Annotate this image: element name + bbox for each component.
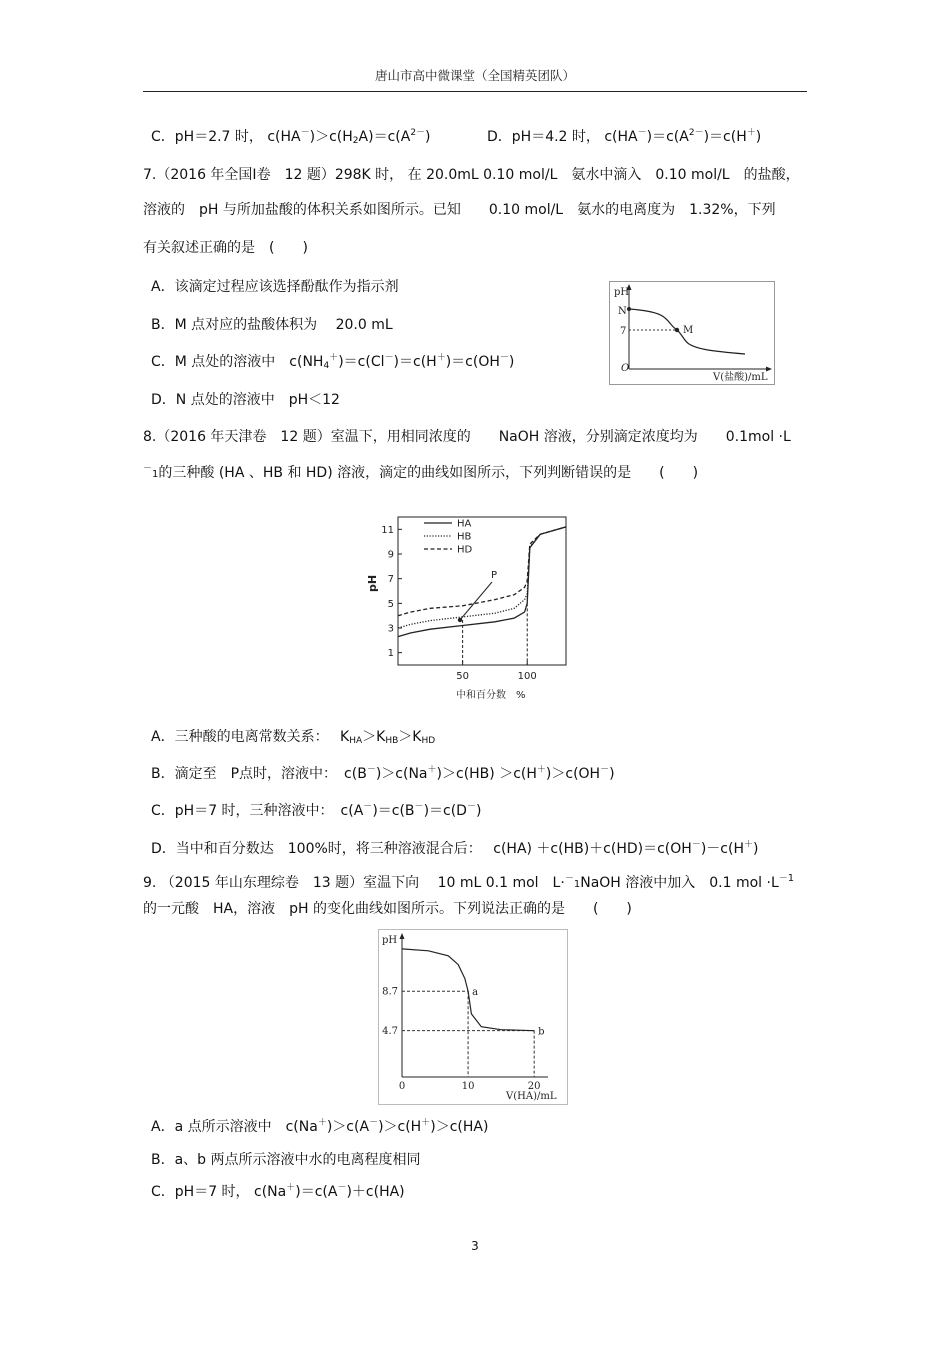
q8-series-HB [398,527,566,628]
q8-plot-frame [398,517,566,665]
q8-x-ticks [456,661,537,682]
q7-point-N [627,307,631,311]
q7-label-M: M [683,325,694,336]
q9-ylabel: pH [382,935,398,946]
q9-ticks [382,987,540,1092]
q9-label-b: b [538,1026,545,1038]
q8-series-lines [398,527,566,637]
q7-option-b: B．M 点对应的盐酸体积为 20.0 mL [151,317,393,333]
q8-xlabel: 中和百分数 % [456,690,526,701]
q8-stem-line2: －1的三种酸 (HA 、HB 和 HD) 溶液，滴定的曲线如图所示，下列判断错误的是 ( ) [143,464,699,481]
q8-ylabel: pH [366,574,379,592]
q9-label-a: a [472,987,479,999]
q7-option-d: D．N 点处的溶液中 pH＜12 [151,392,340,408]
q7-stem-line2: 溶液的 pH 与所加盐酸的体积关系如图所示。已知 0.10 mol/L 氨水的电离度为 1.32%，下列 [143,202,776,218]
q8-stem-line1: 8.（2016 年天津卷 12 题）室温下，用相同浓度的 NaOH 溶液，分别滴定浓度均为 0.1mol ·L [143,429,791,445]
q7-xlabel: V(盐酸)/mL [713,372,768,383]
header-rule [143,91,807,92]
q9-xtick-label: 10 [461,1081,475,1092]
q8-option-d: D．当中和百分数达 100%时，将三种溶液混合后： c(HA) ＋c(HB)＋c(HD)＝c(OH－)－c(H＋) [151,840,759,857]
q8-legend-label: HD [457,544,473,556]
q8-label-P: P [491,570,498,581]
q7-titration-chart [609,281,775,385]
q7-ylabel: pH [614,287,630,298]
q9-stem-line1: 9. （2015 年山东理综卷 13 题）室温下向 10 mL 0.1 mol L·－1NaOH 溶液中加入 0.1 mol $\cdot L^{-1}$ [143,873,795,891]
page-number: 3 [471,1239,479,1253]
q9-ytick-label: 4.7 [382,1026,398,1038]
q7-stem-line1: 7.（2016 年全国Ⅰ卷 12 题）298K 时， 在 20.0mL 0.10 mol/L 氨水中滴入 0.10 mol/L 的盐酸， [143,167,800,183]
q9-xlabel: V(HA)/mL [506,1091,557,1102]
q7-option-a: A．该滴定过程应该选择酚酞作为指示剂 [151,279,399,295]
q7-label-N: N [618,306,627,317]
q9-option-c: C．pH＝7 时， c(Na＋)＝c(A－)＋c(HA) [151,1183,405,1200]
q8-series-HA [398,527,566,637]
q8-ytick-label: 3 [387,623,394,635]
q8-legend-label: HA [457,518,472,530]
q9-y-arrow [400,933,405,939]
q9-xtick-label: 0 [398,1081,406,1092]
q7-tick-7: 7 [620,326,627,337]
q9-titration-chart [378,929,568,1105]
q8-ytick-label: 11 [381,524,394,536]
q9-option-a: A．a 点所示溶液中 c(Na＋)＞c(A－)＞c(H＋)＞c(HA) [151,1118,489,1135]
q8-option-a: A．三种酸的电离常数关系： $K_{HA}>K_{HB}>K_{HD}$ [151,729,436,746]
q8-xtick-label: 100 [517,671,537,682]
q8-point-P [458,618,462,622]
q9-guides [402,991,534,1077]
page-header: 唐山市高中微课堂（全国精英团队） [374,68,575,83]
q7-x-arrow [766,367,772,372]
q9-ytick-label: 8.7 [382,986,398,998]
q8-legend [424,519,473,556]
q8-xtick-label: 50 [456,671,469,682]
q9-option-b: B．a、b 两点所示溶液中水的电离程度相同 [151,1152,421,1168]
q8-titration-chart [368,512,578,704]
q8-option-c: C．pH＝7 时，三种溶液中： c(A－)＝c(B－)＝c(D－) [151,802,482,819]
q8-ytick-label: 9 [387,549,394,561]
q8-series-HD [398,527,566,616]
q7-option-c: C．M 点处的溶液中 $c(NH_4^+)=c(Cl^-)=c(H^+)=c(OH^-)$ [151,353,515,371]
q9-xtick-label: 20 [527,1081,541,1092]
q9-chart-frame [379,930,568,1105]
q8-ytick-label: 7 [387,574,394,586]
q6-option-d: D．pH＝4.2 时， $c(HA^-)=c(A^{2-})=c(H^+)$ [487,128,762,145]
q8-y-ticks [381,525,402,659]
q8-ytick-label: 5 [387,598,394,610]
q9-stem-line2: 的一元酸 HA，溶液 pH 的变化曲线如图所示。下列说法正确的是 ( ) [143,901,632,917]
q8-ytick-label: 1 [387,648,394,660]
q7-stem-line3: 有关叙述正确的是 ( ) [143,240,308,256]
q8-option-b: B．滴定至 P点时，溶液中： c(B－)＞c(Na＋)＞c(HB) ＞c(H＋)＞c(OH－) [151,765,615,782]
q6-option-c: C．pH＝2.7 时， $c(HA^-)>c(H_2A)=c(A^{2-})$ [151,128,431,146]
q7-origin: O [621,363,630,374]
q8-legend-label: HB [457,531,472,543]
q7-point-M [675,328,679,332]
